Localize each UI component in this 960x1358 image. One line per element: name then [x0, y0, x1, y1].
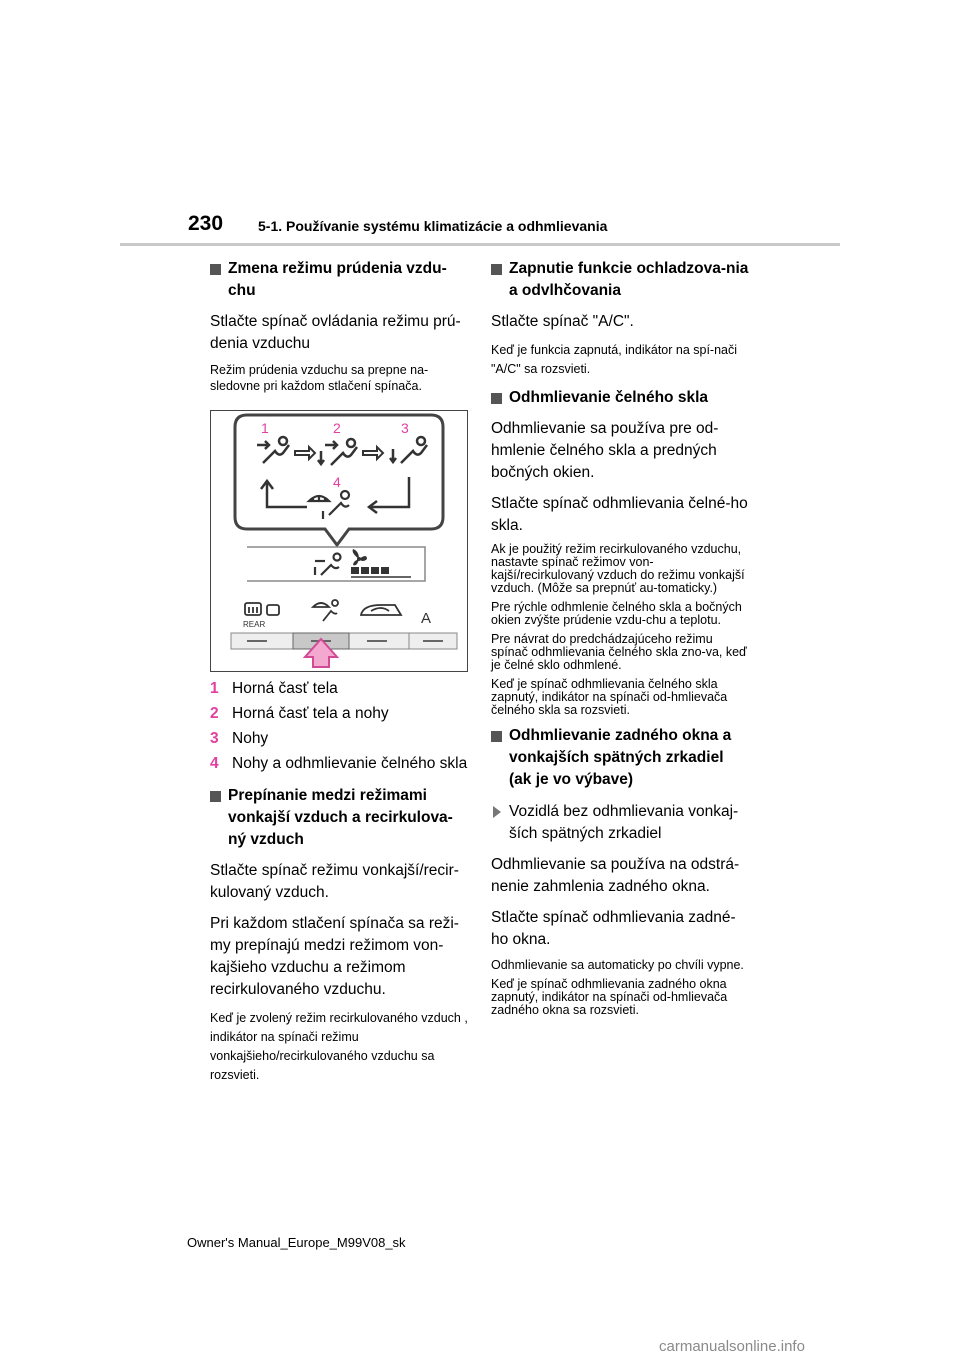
ac-body: Stlačte spínač "A/C".	[491, 313, 634, 330]
display-mode-icon	[315, 554, 341, 576]
airflow-mode-heading: Zmena režimu prúdenia vzdu-chu	[210, 258, 468, 302]
rear-defog-note-1: Odhmlievanie sa automaticky po chvíli vypne.	[491, 958, 744, 972]
rear-defog-body-1: Odhmlievanie sa používa na odstrá-nenie zahmlenia zadného okna.	[491, 856, 740, 895]
list-item: 4 Nohy a odhmlievanie čelného skla	[210, 755, 468, 772]
fan-level-bars	[351, 567, 389, 574]
windshield-defog-body-2: Stlačte spínač odhmlievania čelné-ho skla.	[491, 495, 748, 534]
square-bullet-icon	[491, 393, 502, 404]
mode-label-3: 3	[401, 420, 409, 436]
rear-defrost-icon	[245, 603, 279, 615]
triangle-bullet-icon	[493, 806, 501, 818]
recirculation-body-2: Pri každom stlačení spínača sa reži-my prepínajú medzi režimom von-kajšieho vzduchu a režimom recirkulovaného vzduchu.	[210, 915, 459, 998]
rear-label: REAR	[243, 620, 266, 629]
recirculation-heading: Prepínanie medzi režimami vonkajší vzduch a recirkulova-ný vzduch	[210, 785, 468, 851]
chapter-title: 5-1. Používanie systému klimatizácie a odhmlievania	[258, 218, 608, 234]
windshield-defog-note-4: Keď je spínač odhmlievania čelného skla zapnutý, indikátor na spínači od-hmlievača čelného skla sa rozsvieti.	[491, 677, 728, 717]
airflow-mode-note: Režim prúdenia vzduchu sa prepne na-sledovne pri každom stlačení spínača.	[210, 363, 429, 393]
square-bullet-icon	[491, 731, 502, 742]
arrow-right-icon	[295, 447, 315, 459]
rear-defog-subheading: Vozidlá bez odhmlievania vonkaj-ších spätných zrkadiel	[491, 801, 749, 845]
mode-label-4: 4	[333, 474, 341, 490]
list-item: 1 Horná časť tela	[210, 680, 338, 697]
footer-manual-id: Owner's Manual_Europe_M99V08_sk	[187, 1235, 406, 1250]
fan-icon	[353, 549, 367, 565]
windshield-defog-body-1: Odhmlievanie sa používa pre od-hmlenie čelného skla a predných bočných okien.	[491, 420, 719, 481]
header-rule	[120, 243, 840, 246]
airflow-mode-body: Stlačte spínač ovládania režimu prú-denia vzduchu	[210, 313, 461, 352]
mode-list	[210, 678, 468, 775]
windshield-feet-icon	[309, 491, 349, 519]
rear-defog-heading: Odhmlievanie zadného okna a vonkajších spätných zrkadiel (ak je vo výbave)	[491, 725, 749, 791]
seat-face-feet-icon	[318, 439, 357, 465]
windshield-defog-heading: Odhmlievanie čelného skla	[491, 387, 749, 409]
mode-label-2: 2	[333, 420, 341, 436]
recirculation-icon	[361, 605, 401, 615]
climate-panel-illustration	[211, 411, 467, 671]
rear-defog-body-2: Stlačte spínač odhmlievania zadné-ho okna.	[491, 909, 736, 948]
arrow-right-icon	[363, 447, 383, 459]
ac-label: A	[421, 610, 432, 627]
square-bullet-icon	[210, 264, 221, 275]
airflow-mode-figure	[210, 410, 468, 672]
left-column	[210, 254, 468, 1085]
page-number: 230	[188, 212, 224, 235]
front-defrost-mode-icon	[313, 600, 338, 621]
recirculation-body-1: Stlačte spínač režimu vonkajší/recir-kulovaný vzduch.	[210, 862, 459, 901]
square-bullet-icon	[491, 264, 502, 275]
windshield-defog-note-3: Pre návrat do predchádzajúceho režimu spínač odhmlievania čelného skla zno-va, keď je čelné sklo odhmlené.	[491, 632, 747, 672]
watermark: carmanualsonline.info	[659, 1338, 805, 1355]
list-item: 3 Nohy	[210, 730, 269, 747]
windshield-defog-note-2: Pre rýchle odhmlenie čelného skla a bočných okien zvýšte prúdenie vzdu-chu a teplotu.	[491, 600, 742, 627]
rear-defog-note-2: Keď je spínač odhmlievania zadného okna zapnutý, indikátor na spínači od-hmlievača zadného okna sa rozsvieti.	[491, 977, 728, 1017]
windshield-defog-note-1: Ak je použitý režim recirkulovaného vzduchu, nastavte spínač režimov von-kajší/recirkulovaný vzduch do režimu vonkajší vzduch. (Môže sa prepnúť au-tomaticky.)	[491, 542, 745, 595]
seat-face-icon	[257, 437, 289, 463]
ac-heading: Zapnutie funkcie ochladzova-nia a odvlhčovania	[491, 258, 749, 302]
recirculation-note: Keď je zvolený režim recirkulovaného vzduch , indikátor na spínači režimu vonkajšieho/recirkulovaného vzduchu sa rozsvieti.	[210, 1011, 468, 1082]
mode-label-1: 1	[261, 420, 269, 436]
list-item: 2 Horná časť tela a nohy	[210, 705, 389, 722]
ac-note: Keď je funkcia zapnutá, indikátor na spí-nači "A/C" sa rozsvieti.	[491, 343, 738, 376]
seat-feet-icon	[390, 437, 427, 463]
square-bullet-icon	[210, 791, 221, 802]
right-column	[491, 254, 749, 1017]
